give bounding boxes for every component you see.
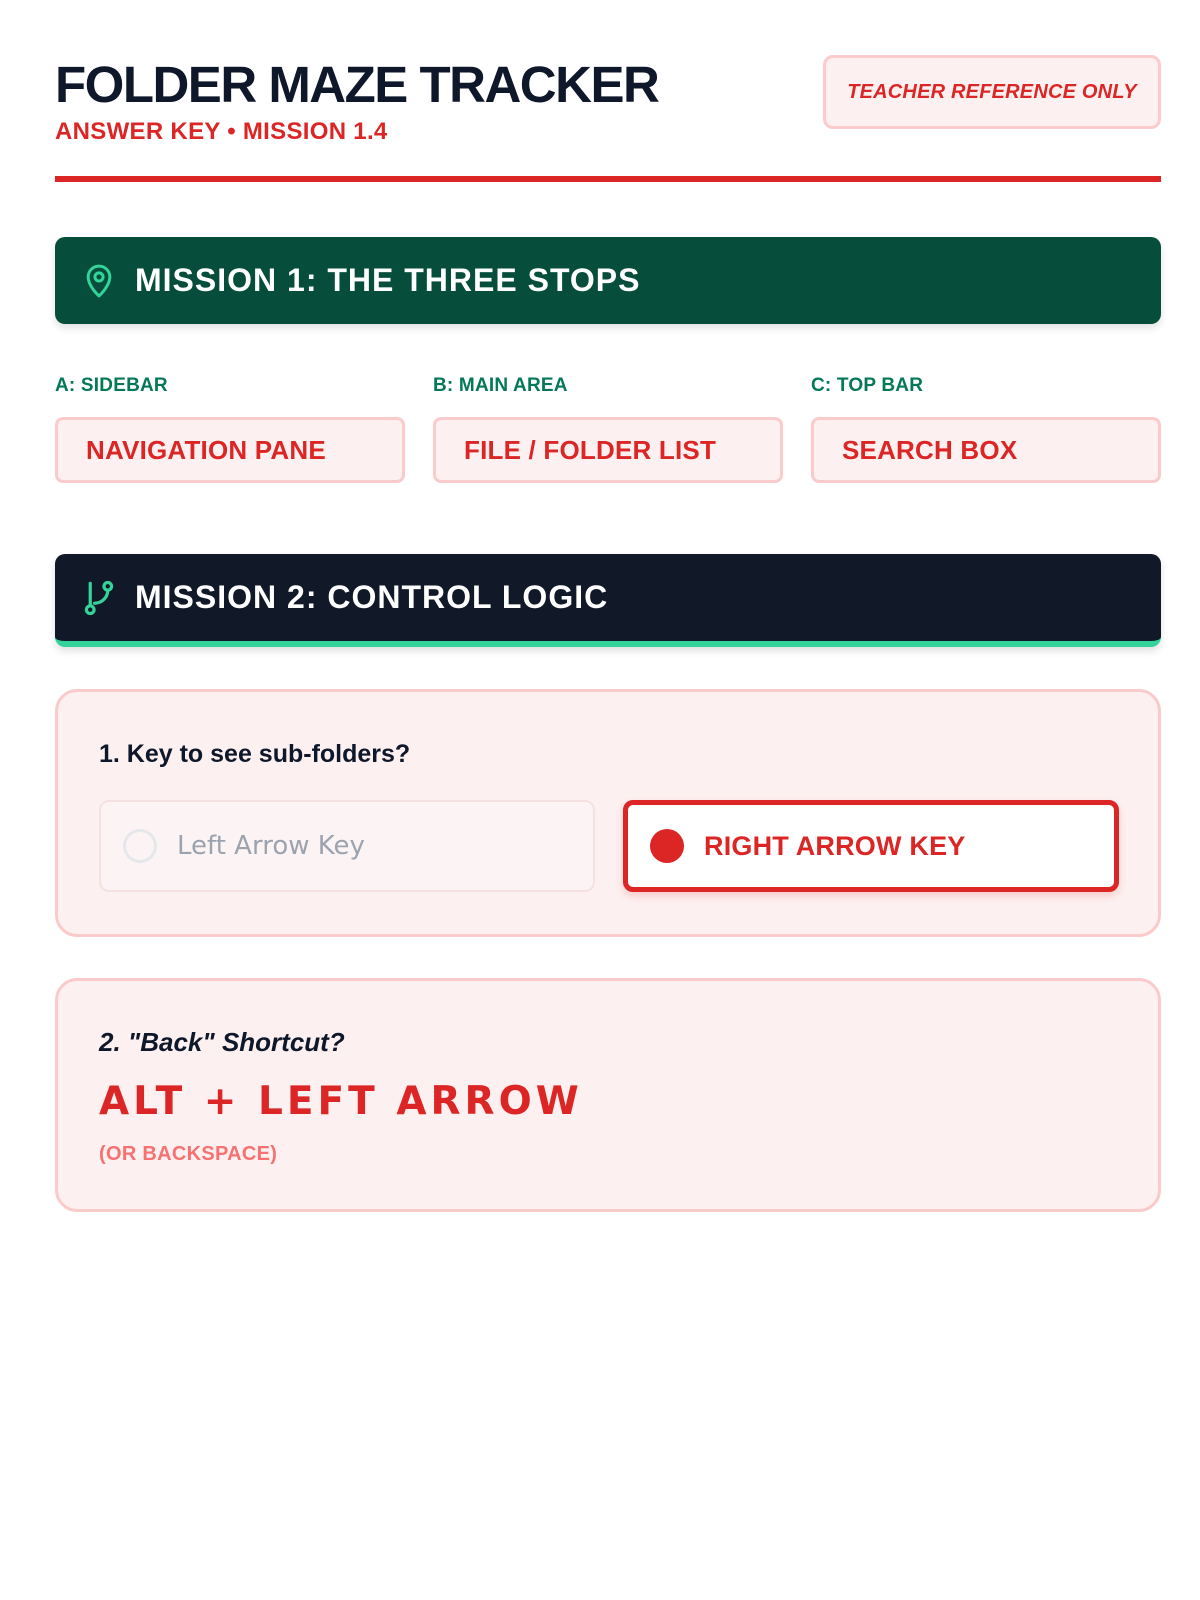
stop-answer: FILE / FOLDER LIST: [433, 417, 783, 483]
mission-1-title: MISSION 1: THE THREE STOPS: [135, 262, 641, 298]
option-label: Left Arrow Key: [177, 831, 365, 861]
answer-key-page: [55, 55, 1161, 1165]
mission-1-banner: [55, 237, 1161, 324]
stop-top-bar: [811, 375, 1161, 483]
page-header: [55, 55, 1161, 182]
stop-sidebar: [55, 375, 405, 483]
map-pin-icon: [79, 261, 119, 301]
git-branch-icon: [79, 578, 119, 618]
stop-label: C: TOP BAR: [811, 375, 924, 396]
three-stops-row: [55, 375, 1161, 483]
mission-2-banner: [55, 554, 1161, 647]
page-title: FOLDER MAZE TRACKER: [55, 56, 659, 113]
radio-unselected-icon[interactable]: [123, 829, 157, 863]
teacher-reference-badge: TEACHER REFERENCE ONLY: [823, 55, 1161, 129]
page-subtitle: ANSWER KEY • MISSION 1.4: [55, 118, 388, 145]
option-label: RIGHT ARROW KEY: [704, 830, 966, 861]
radio-selected-icon[interactable]: [650, 829, 684, 863]
question-2-answer: ALT + LEFT ARROW: [99, 1079, 583, 1124]
option-right-arrow[interactable]: [623, 800, 1119, 892]
question-2-card: [55, 978, 1161, 1212]
stop-answer: SEARCH BOX: [811, 417, 1161, 483]
question-2-text: 2. "Back" Shortcut?: [99, 1027, 345, 1057]
stop-label: A: SIDEBAR: [55, 375, 168, 396]
stop-main-area: [433, 375, 783, 483]
question-2-alternate: (OR BACKSPACE): [99, 1143, 278, 1165]
stop-answer: NAVIGATION PANE: [55, 417, 405, 483]
stop-label: B: MAIN AREA: [433, 375, 568, 396]
option-left-arrow[interactable]: [99, 800, 595, 892]
question-1-card: [55, 689, 1161, 937]
question-1-text: 1. Key to see sub-folders?: [99, 740, 411, 768]
mission-2-title: MISSION 2: CONTROL LOGIC: [135, 579, 609, 615]
